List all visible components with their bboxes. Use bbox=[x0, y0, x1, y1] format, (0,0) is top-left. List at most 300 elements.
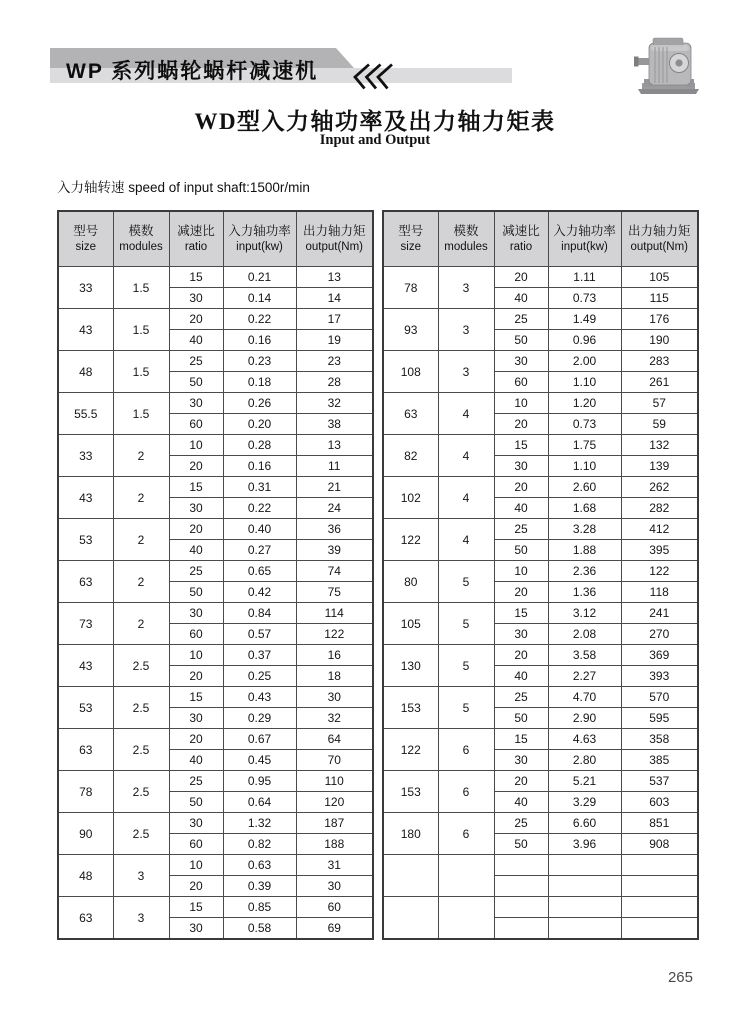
cell-ratio: 50 bbox=[494, 540, 548, 561]
cell-input-power: 0.57 bbox=[223, 624, 296, 645]
cell-output-torque: 122 bbox=[621, 561, 698, 582]
table-row bbox=[58, 729, 373, 750]
cell-size: 122 bbox=[383, 519, 438, 561]
cell-output-torque: 369 bbox=[621, 645, 698, 666]
cell-modules: 2 bbox=[113, 435, 169, 477]
cell-size: 130 bbox=[383, 645, 438, 687]
cell-ratio: 50 bbox=[494, 834, 548, 855]
cell-ratio: 15 bbox=[169, 267, 223, 288]
cell-modules: 2 bbox=[113, 561, 169, 603]
table-row bbox=[58, 519, 373, 540]
cell-output-torque: 570 bbox=[621, 687, 698, 708]
cell-ratio: 40 bbox=[169, 750, 223, 771]
cell-size: 73 bbox=[58, 603, 113, 645]
cell-input-power: 1.68 bbox=[548, 498, 621, 519]
cell-output-torque: 16 bbox=[296, 645, 373, 666]
cell-input-power: 6.60 bbox=[548, 813, 621, 834]
cell-ratio: 10 bbox=[169, 645, 223, 666]
cell-size: 63 bbox=[58, 561, 113, 603]
cell-ratio: 20 bbox=[494, 771, 548, 792]
cell-input-power: 0.23 bbox=[223, 351, 296, 372]
cell-input-power: 0.28 bbox=[223, 435, 296, 456]
cell-size: 55.5 bbox=[58, 393, 113, 435]
cell-ratio: 40 bbox=[494, 288, 548, 309]
cell-modules: 3 bbox=[438, 351, 494, 393]
cell-modules: 5 bbox=[438, 645, 494, 687]
cell-ratio: 50 bbox=[494, 330, 548, 351]
table-row bbox=[383, 393, 698, 414]
table-row bbox=[383, 645, 698, 666]
table-row bbox=[58, 267, 373, 288]
cell-ratio: 30 bbox=[169, 288, 223, 309]
cell-ratio: 40 bbox=[169, 330, 223, 351]
input-shaft-speed-note: 入力轴转速 speed of input shaft:1500r/min bbox=[57, 180, 310, 195]
table-row bbox=[383, 687, 698, 708]
cell-ratio: 15 bbox=[169, 477, 223, 498]
cell-input-power: 1.10 bbox=[548, 456, 621, 477]
cell-input-power: 5.21 bbox=[548, 771, 621, 792]
cell-size: 180 bbox=[383, 813, 438, 855]
cell-input-power: 1.36 bbox=[548, 582, 621, 603]
cell-input-power: 2.08 bbox=[548, 624, 621, 645]
cell-input-power: 0.67 bbox=[223, 729, 296, 750]
cell-output-torque: 59 bbox=[621, 414, 698, 435]
table-row bbox=[383, 603, 698, 624]
cell-output-torque: 64 bbox=[296, 729, 373, 750]
cell-ratio: 20 bbox=[169, 456, 223, 477]
cell-input-power: 0.26 bbox=[223, 393, 296, 414]
cell-input-power bbox=[548, 855, 621, 876]
cell-ratio: 25 bbox=[494, 813, 548, 834]
cell-modules: 3 bbox=[438, 267, 494, 309]
cell-ratio: 60 bbox=[169, 414, 223, 435]
table-row bbox=[58, 855, 373, 876]
cell-input-power: 0.39 bbox=[223, 876, 296, 897]
cell-output-torque: 122 bbox=[296, 624, 373, 645]
cell-output-torque: 385 bbox=[621, 750, 698, 771]
cell-output-torque: 57 bbox=[621, 393, 698, 414]
cell-output-torque bbox=[621, 897, 698, 918]
cell-modules: 5 bbox=[438, 603, 494, 645]
cell-size: 43 bbox=[58, 309, 113, 351]
cell-output-torque: 32 bbox=[296, 708, 373, 729]
cell-input-power: 0.31 bbox=[223, 477, 296, 498]
cell-ratio: 30 bbox=[169, 813, 223, 834]
cell-size: 78 bbox=[383, 267, 438, 309]
cell-output-torque: 261 bbox=[621, 372, 698, 393]
cell-output-torque: 851 bbox=[621, 813, 698, 834]
cell-input-power: 0.84 bbox=[223, 603, 296, 624]
cell-modules: 1.5 bbox=[113, 309, 169, 351]
cell-input-power: 0.20 bbox=[223, 414, 296, 435]
cell-size: 53 bbox=[58, 519, 113, 561]
table-row bbox=[58, 771, 373, 792]
cell-modules: 6 bbox=[438, 813, 494, 855]
cell-input-power: 0.73 bbox=[548, 288, 621, 309]
cell-output-torque: 24 bbox=[296, 498, 373, 519]
cell-size: 43 bbox=[58, 645, 113, 687]
cell-ratio: 30 bbox=[169, 498, 223, 519]
table-row bbox=[58, 435, 373, 456]
cell-ratio: 20 bbox=[169, 666, 223, 687]
cell-output-torque: 11 bbox=[296, 456, 373, 477]
cell-ratio: 30 bbox=[169, 708, 223, 729]
cell-ratio: 20 bbox=[169, 309, 223, 330]
cell-ratio: 10 bbox=[494, 561, 548, 582]
cell-output-torque: 18 bbox=[296, 666, 373, 687]
cell-modules: 1.5 bbox=[113, 351, 169, 393]
cell-output-torque: 603 bbox=[621, 792, 698, 813]
cell-ratio: 25 bbox=[494, 309, 548, 330]
cell-size bbox=[383, 897, 438, 940]
cell-ratio: 20 bbox=[494, 267, 548, 288]
cell-output-torque: 118 bbox=[621, 582, 698, 603]
cell-ratio: 40 bbox=[494, 792, 548, 813]
cell-size: 80 bbox=[383, 561, 438, 603]
cell-modules: 2.5 bbox=[113, 687, 169, 729]
cell-ratio: 15 bbox=[169, 687, 223, 708]
cell-output-torque: 176 bbox=[621, 309, 698, 330]
table-row bbox=[383, 309, 698, 330]
cell-input-power: 3.96 bbox=[548, 834, 621, 855]
cell-output-torque: 358 bbox=[621, 729, 698, 750]
cell-modules: 4 bbox=[438, 435, 494, 477]
cell-modules: 2.5 bbox=[113, 645, 169, 687]
cell-input-power: 0.63 bbox=[223, 855, 296, 876]
cell-size bbox=[383, 855, 438, 897]
cell-input-power: 0.64 bbox=[223, 792, 296, 813]
cell-output-torque: 13 bbox=[296, 267, 373, 288]
cell-output-torque: 283 bbox=[621, 351, 698, 372]
cell-output-torque: 595 bbox=[621, 708, 698, 729]
cell-modules: 5 bbox=[438, 561, 494, 603]
cell-ratio bbox=[494, 897, 548, 918]
cell-input-power: 0.95 bbox=[223, 771, 296, 792]
cell-input-power: 0.29 bbox=[223, 708, 296, 729]
cell-size: 108 bbox=[383, 351, 438, 393]
cell-output-torque: 282 bbox=[621, 498, 698, 519]
cell-modules: 3 bbox=[438, 309, 494, 351]
table-row bbox=[58, 645, 373, 666]
cell-modules: 2.5 bbox=[113, 813, 169, 855]
cell-ratio: 20 bbox=[169, 519, 223, 540]
cell-output-torque: 30 bbox=[296, 687, 373, 708]
cell-input-power: 2.27 bbox=[548, 666, 621, 687]
cell-ratio: 30 bbox=[494, 624, 548, 645]
cell-size: 78 bbox=[58, 771, 113, 813]
cell-input-power: 4.63 bbox=[548, 729, 621, 750]
cell-input-power: 0.42 bbox=[223, 582, 296, 603]
cell-ratio: 10 bbox=[169, 855, 223, 876]
cell-ratio: 10 bbox=[494, 393, 548, 414]
cell-input-power: 4.70 bbox=[548, 687, 621, 708]
table-row bbox=[383, 435, 698, 456]
cell-output-torque: 270 bbox=[621, 624, 698, 645]
cell-modules: 4 bbox=[438, 477, 494, 519]
cell-output-torque: 187 bbox=[296, 813, 373, 834]
cell-ratio: 60 bbox=[494, 372, 548, 393]
cell-ratio: 30 bbox=[169, 603, 223, 624]
cell-output-torque: 114 bbox=[296, 603, 373, 624]
cell-input-power: 0.14 bbox=[223, 288, 296, 309]
cell-input-power: 0.40 bbox=[223, 519, 296, 540]
cell-input-power: 0.21 bbox=[223, 267, 296, 288]
cell-output-torque: 23 bbox=[296, 351, 373, 372]
cell-output-torque: 31 bbox=[296, 855, 373, 876]
column-header: 入力轴功率 input(kw) bbox=[548, 211, 621, 267]
spec-table-right bbox=[382, 210, 699, 940]
cell-input-power: 0.22 bbox=[223, 309, 296, 330]
cell-output-torque: 190 bbox=[621, 330, 698, 351]
cell-output-torque: 38 bbox=[296, 414, 373, 435]
cell-output-torque: 14 bbox=[296, 288, 373, 309]
cell-modules: 2 bbox=[113, 603, 169, 645]
cell-ratio: 10 bbox=[169, 435, 223, 456]
cell-input-power: 1.11 bbox=[548, 267, 621, 288]
column-header: 入力轴功率 input(kw) bbox=[223, 211, 296, 267]
cell-input-power: 3.12 bbox=[548, 603, 621, 624]
column-header: 出力轴力矩 output(Nm) bbox=[621, 211, 698, 267]
cell-output-torque: 139 bbox=[621, 456, 698, 477]
cell-size: 122 bbox=[383, 729, 438, 771]
cell-ratio: 20 bbox=[169, 729, 223, 750]
cell-ratio bbox=[494, 918, 548, 940]
cell-output-torque: 17 bbox=[296, 309, 373, 330]
cell-ratio: 30 bbox=[494, 456, 548, 477]
cell-input-power: 1.20 bbox=[548, 393, 621, 414]
column-header: 减速比 ratio bbox=[494, 211, 548, 267]
cell-input-power: 0.16 bbox=[223, 456, 296, 477]
cell-modules: 3 bbox=[113, 897, 169, 940]
cell-output-torque: 105 bbox=[621, 267, 698, 288]
table-row bbox=[383, 519, 698, 540]
page-subtitle: Input and Output bbox=[319, 132, 431, 148]
cell-input-power: 3.58 bbox=[548, 645, 621, 666]
cell-ratio: 20 bbox=[494, 645, 548, 666]
cell-size: 153 bbox=[383, 771, 438, 813]
cell-modules: 6 bbox=[438, 729, 494, 771]
cell-output-torque: 36 bbox=[296, 519, 373, 540]
cell-ratio: 25 bbox=[169, 351, 223, 372]
table-row bbox=[58, 813, 373, 834]
cell-output-torque: 393 bbox=[621, 666, 698, 687]
cell-ratio: 20 bbox=[494, 477, 548, 498]
cell-output-torque: 132 bbox=[621, 435, 698, 456]
cell-size: 48 bbox=[58, 351, 113, 393]
cell-input-power: 2.36 bbox=[548, 561, 621, 582]
cell-input-power: 2.00 bbox=[548, 351, 621, 372]
cell-size: 48 bbox=[58, 855, 113, 897]
cell-modules: 2 bbox=[113, 519, 169, 561]
cell-ratio: 30 bbox=[494, 351, 548, 372]
cell-output-torque: 39 bbox=[296, 540, 373, 561]
cell-input-power: 2.60 bbox=[548, 477, 621, 498]
table-row bbox=[383, 855, 698, 876]
cell-size: 43 bbox=[58, 477, 113, 519]
cell-output-torque bbox=[621, 918, 698, 940]
cell-input-power: 0.43 bbox=[223, 687, 296, 708]
cell-output-torque: 115 bbox=[621, 288, 698, 309]
cell-input-power: 0.58 bbox=[223, 918, 296, 940]
table-row bbox=[383, 561, 698, 582]
cell-output-torque: 70 bbox=[296, 750, 373, 771]
cell-size: 63 bbox=[58, 897, 113, 940]
cell-input-power bbox=[548, 897, 621, 918]
cell-size: 153 bbox=[383, 687, 438, 729]
cell-input-power: 0.96 bbox=[548, 330, 621, 351]
cell-output-torque: 120 bbox=[296, 792, 373, 813]
cell-input-power: 0.18 bbox=[223, 372, 296, 393]
cell-ratio bbox=[494, 855, 548, 876]
cell-modules: 6 bbox=[438, 771, 494, 813]
column-header: 型号 size bbox=[383, 211, 438, 267]
page-number: 265 bbox=[667, 969, 693, 986]
cell-input-power: 2.80 bbox=[548, 750, 621, 771]
cell-size: 63 bbox=[58, 729, 113, 771]
table-row bbox=[383, 729, 698, 750]
cell-output-torque: 110 bbox=[296, 771, 373, 792]
page-title: WD型入力轴功率及出力轴力矩表 bbox=[194, 109, 556, 134]
cell-output-torque: 412 bbox=[621, 519, 698, 540]
cell-output-torque: 13 bbox=[296, 435, 373, 456]
cell-modules: 2.5 bbox=[113, 771, 169, 813]
cell-ratio: 50 bbox=[169, 582, 223, 603]
table-row bbox=[383, 267, 698, 288]
table-row bbox=[383, 897, 698, 918]
cell-input-power: 1.32 bbox=[223, 813, 296, 834]
cell-size: 102 bbox=[383, 477, 438, 519]
cell-size: 33 bbox=[58, 435, 113, 477]
cell-ratio: 40 bbox=[494, 498, 548, 519]
cell-output-torque: 537 bbox=[621, 771, 698, 792]
cell-ratio: 25 bbox=[169, 561, 223, 582]
cell-modules: 5 bbox=[438, 687, 494, 729]
cell-ratio: 50 bbox=[494, 708, 548, 729]
cell-ratio: 40 bbox=[494, 666, 548, 687]
column-header: 出力轴力矩 output(Nm) bbox=[296, 211, 373, 267]
cell-output-torque: 188 bbox=[296, 834, 373, 855]
cell-input-power: 0.16 bbox=[223, 330, 296, 351]
cell-output-torque: 28 bbox=[296, 372, 373, 393]
series-title: WP 系列蜗轮蜗杆减速机 bbox=[66, 60, 319, 83]
cell-input-power: 0.73 bbox=[548, 414, 621, 435]
cell-output-torque: 21 bbox=[296, 477, 373, 498]
cell-modules bbox=[438, 897, 494, 940]
cell-input-power: 2.90 bbox=[548, 708, 621, 729]
cell-size: 53 bbox=[58, 687, 113, 729]
cell-input-power bbox=[548, 918, 621, 940]
table-row bbox=[58, 897, 373, 918]
cell-ratio: 25 bbox=[494, 519, 548, 540]
cell-ratio: 20 bbox=[169, 876, 223, 897]
cell-size: 93 bbox=[383, 309, 438, 351]
table-row bbox=[58, 603, 373, 624]
cell-input-power: 0.85 bbox=[223, 897, 296, 918]
cell-output-torque: 262 bbox=[621, 477, 698, 498]
cell-ratio: 50 bbox=[169, 792, 223, 813]
cell-input-power bbox=[548, 876, 621, 897]
table-row bbox=[58, 393, 373, 414]
cell-output-torque: 19 bbox=[296, 330, 373, 351]
cell-ratio: 60 bbox=[169, 624, 223, 645]
table-row bbox=[58, 309, 373, 330]
cell-size: 105 bbox=[383, 603, 438, 645]
cell-size: 90 bbox=[58, 813, 113, 855]
table-row bbox=[58, 351, 373, 372]
cell-input-power: 0.25 bbox=[223, 666, 296, 687]
cell-output-torque: 32 bbox=[296, 393, 373, 414]
cell-input-power: 0.45 bbox=[223, 750, 296, 771]
cell-ratio: 20 bbox=[494, 414, 548, 435]
column-header: 模数 modules bbox=[438, 211, 494, 267]
cell-output-torque: 60 bbox=[296, 897, 373, 918]
table-row bbox=[58, 477, 373, 498]
cell-output-torque: 395 bbox=[621, 540, 698, 561]
cell-size: 33 bbox=[58, 267, 113, 309]
cell-output-torque: 69 bbox=[296, 918, 373, 940]
cell-ratio: 25 bbox=[169, 771, 223, 792]
spec-tables-container bbox=[57, 210, 699, 940]
cell-output-torque: 74 bbox=[296, 561, 373, 582]
cell-ratio: 15 bbox=[494, 729, 548, 750]
table-row bbox=[58, 561, 373, 582]
column-header: 减速比 ratio bbox=[169, 211, 223, 267]
cell-output-torque: 30 bbox=[296, 876, 373, 897]
cell-input-power: 0.82 bbox=[223, 834, 296, 855]
cell-ratio bbox=[494, 876, 548, 897]
cell-output-torque: 241 bbox=[621, 603, 698, 624]
cell-output-torque bbox=[621, 876, 698, 897]
column-header: 型号 size bbox=[58, 211, 113, 267]
cell-ratio: 25 bbox=[494, 687, 548, 708]
cell-size: 82 bbox=[383, 435, 438, 477]
cell-input-power: 3.28 bbox=[548, 519, 621, 540]
table-row bbox=[58, 687, 373, 708]
cell-input-power: 0.65 bbox=[223, 561, 296, 582]
cell-input-power: 0.27 bbox=[223, 540, 296, 561]
cell-ratio: 15 bbox=[169, 897, 223, 918]
cell-modules: 4 bbox=[438, 519, 494, 561]
cell-ratio: 30 bbox=[169, 918, 223, 940]
cell-modules: 3 bbox=[113, 855, 169, 897]
table-row bbox=[383, 771, 698, 792]
cell-output-torque bbox=[621, 855, 698, 876]
table-row bbox=[383, 477, 698, 498]
cell-ratio: 30 bbox=[169, 393, 223, 414]
table-row bbox=[383, 813, 698, 834]
cell-output-torque: 908 bbox=[621, 834, 698, 855]
cell-modules: 2.5 bbox=[113, 729, 169, 771]
cell-modules: 2 bbox=[113, 477, 169, 519]
cell-modules: 1.5 bbox=[113, 393, 169, 435]
cell-modules: 4 bbox=[438, 393, 494, 435]
cell-ratio: 15 bbox=[494, 435, 548, 456]
cell-ratio: 50 bbox=[169, 372, 223, 393]
column-header: 模数 modules bbox=[113, 211, 169, 267]
cell-modules bbox=[438, 855, 494, 897]
cell-size: 63 bbox=[383, 393, 438, 435]
cell-ratio: 40 bbox=[169, 540, 223, 561]
cell-ratio: 20 bbox=[494, 582, 548, 603]
cell-ratio: 15 bbox=[494, 603, 548, 624]
cell-ratio: 30 bbox=[494, 750, 548, 771]
table-row bbox=[383, 351, 698, 372]
spec-table-left bbox=[57, 210, 374, 940]
cell-input-power: 1.88 bbox=[548, 540, 621, 561]
cell-input-power: 0.22 bbox=[223, 498, 296, 519]
cell-input-power: 1.10 bbox=[548, 372, 621, 393]
cell-output-torque: 75 bbox=[296, 582, 373, 603]
